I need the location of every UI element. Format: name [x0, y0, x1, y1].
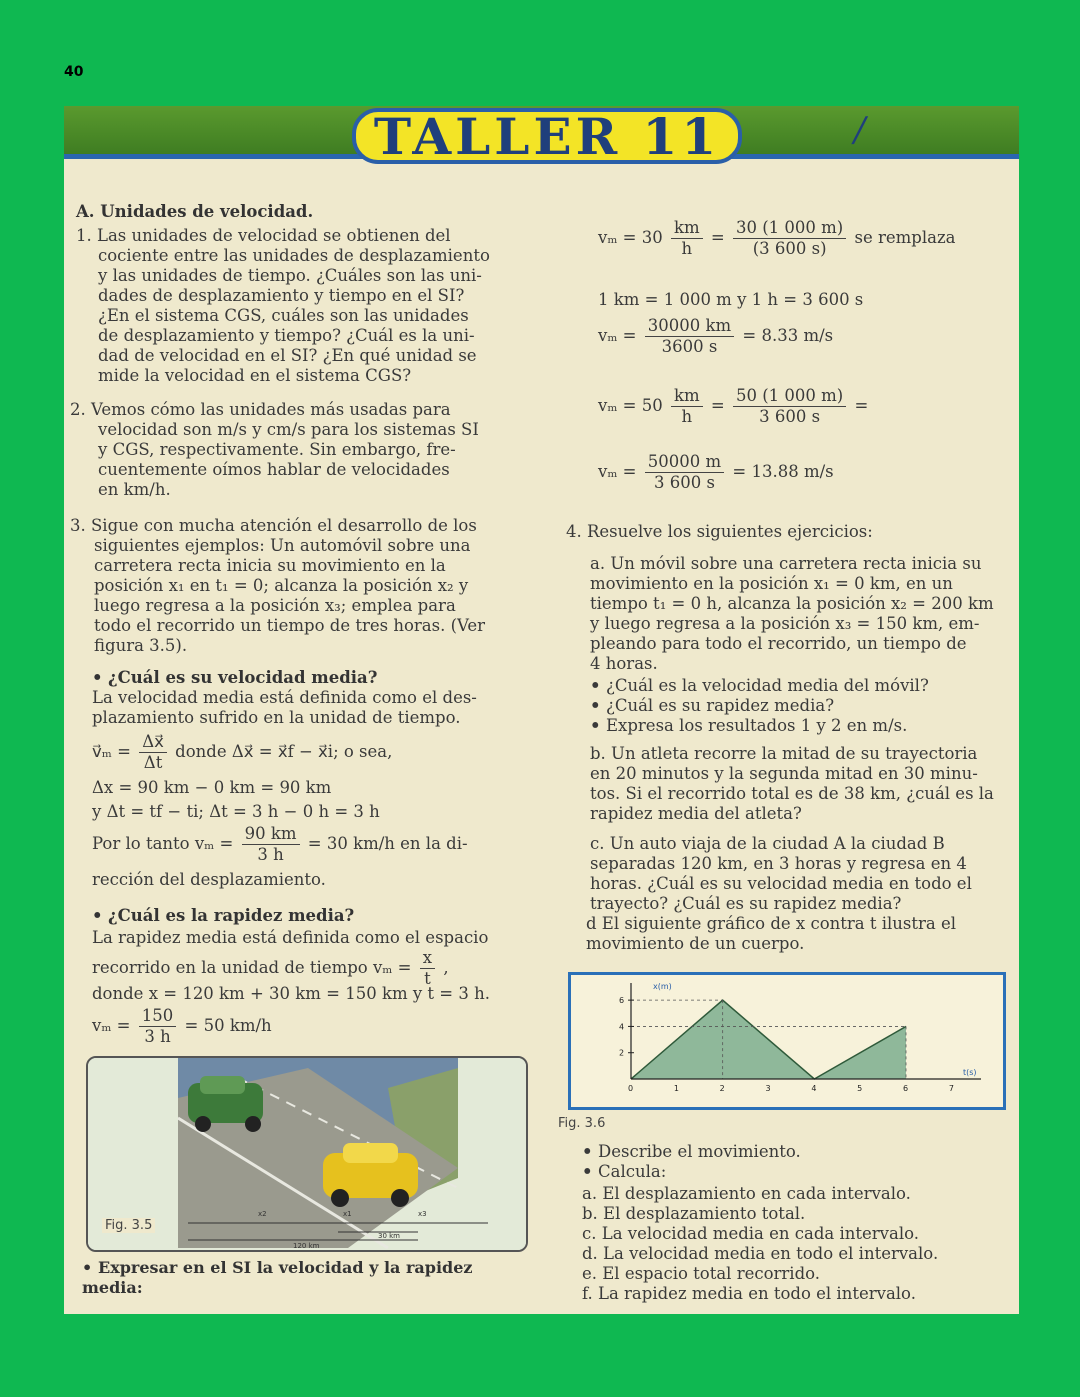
final-bullets: • Describe el movimiento. • Calcula: [582, 1142, 801, 1181]
line-por-lo-tanto: Por lo tanto vₘ = $\frac{90 km}{3 h}$ = 30 km/h en la di- [92, 824, 468, 864]
definition-velocidad: La velocidad media está definida como el des- plazamiento sufrido en la unidad de tiempo. [92, 688, 477, 727]
page-number: 40 [64, 64, 84, 80]
list-item: b. El desplazamiento total. [582, 1204, 806, 1223]
line-direccion: rección del desplazamiento. [92, 870, 326, 889]
figure-3-5 [86, 1056, 528, 1252]
final-list [582, 1184, 1002, 1304]
section-a-heading: A. Unidades de velocidad. [76, 202, 314, 221]
position-time-chart [571, 975, 1003, 1107]
line-recorrido: recorrido en la unidad de tiempo vₘ = $\frac{x}{t}$ , [92, 948, 449, 988]
fig36-caption: Fig. 3.6 [558, 1116, 606, 1131]
item-4-heading: 4. Resuelve los siguientes ejercicios: [566, 522, 873, 541]
figure-3-6 [568, 972, 1006, 1110]
expresar-si: • Expresar en el SI la velocidad y la rapidez media: [82, 1258, 473, 1297]
line-delta-t: y Δt = tf − ti; Δt = 3 h − 0 h = 3 h [92, 802, 380, 821]
list-item: d. La velocidad media en todo el intervalo. [582, 1244, 939, 1263]
item-4a-bullets: • ¿Cuál es la velocidad media del móvil? • ¿Cuál es su rapidez media? • Expresa los resultados 1 y 2 en m/s. [590, 676, 929, 735]
chart-ylabel: x(m) [653, 982, 672, 991]
formula-velocidad: v⃗ₘ = $\frac{\Delta x⃗}{\Delta t}$ donde Δx⃗ = x⃗f − x⃗i; o sea, [92, 732, 393, 772]
chart-x-tick: 2 [719, 1084, 725, 1093]
banner-title: TALLER 11 [352, 108, 742, 164]
line-delta-x: Δx = 90 km − 0 km = 90 km [92, 778, 332, 797]
list-item: a. El desplazamiento en cada intervalo. [582, 1184, 911, 1203]
chart-x-tick: 5 [857, 1084, 863, 1093]
chart-x-tick: 1 [673, 1084, 679, 1093]
item-4b: b. Un atleta recorre la mitad de su trayectoria en 20 minutos y la segunda mitad en 30 minu- tos. Si el recorrido total es de 38 km, ¿cuál es la rapidez media del atleta? [590, 744, 994, 823]
fig35-label-x3: x3 [418, 1210, 427, 1218]
chart-y-tick: 2 [619, 1048, 625, 1058]
pencil-mark-icon: ∕ [854, 110, 866, 150]
chart-x-tick: 3 [765, 1084, 771, 1093]
question-rapidez-media: • ¿Cuál es la rapidez media? [92, 906, 355, 925]
fig35-label-120km: 120 km [293, 1242, 320, 1250]
item-3: 3. Sigue con mucha atención el desarrollo de los siguientes ejemplos: Un automóvil sobre una carretera recta inicia su movimiento en la posición x₁ en t₁ = 0; alcanza la posición x₂ y luego regresa a la posición x₃; emplea para todo el recorrido un tiempo de tres horas. (Ver figura 3.5). [70, 516, 486, 655]
list-item: f. La rapidez media en todo el intervalo. [582, 1284, 916, 1303]
item-4d: d El siguiente gráfico de x contra t ilustra el movimiento de un cuerpo. [586, 914, 957, 953]
calc-50kmh: vₘ = 50 $\frac{km}{h}$ = $\frac{50 (1 000 m)}{3 600 s}$ = [598, 386, 869, 426]
item-2: 2. Vemos cómo las unidades más usadas para velocidad son m/s y cm/s para los sistemas SI y CGS, respectivamente. Sin embargo, fre- cuentemente oímos hablar de velocidades en km/h. [70, 400, 479, 499]
fig35-label-x2: x2 [258, 1210, 267, 1218]
worksheet-page [64, 106, 1019, 1314]
fig35-label-30km: 30 km [378, 1232, 401, 1240]
line-vm-rapidez: vₘ = $\frac{150}{3 h}$ = 50 km/h [92, 1006, 272, 1046]
item-4a: a. Un móvil sobre una carretera recta inicia su movimiento en la posición x₁ = 0 km, en un tiempo t₁ = 0 h, alcanza la posición x₂ = 200 km y luego regresa a la posición x₃ = 150 km, em- pleando para todo el recorrido, un tiempo de 4 horas. [590, 554, 994, 673]
fig35-caption: Fig. 3.5 [102, 1218, 155, 1233]
fig35-label-x1: x1 [343, 1210, 352, 1218]
calc-30kmh: vₘ = 30 $\frac{km}{h}$ = $\frac{30 (1 000 m)}{(3 600 s)}$ se remplaza [598, 218, 956, 258]
line-donde: donde x = 120 km + 30 km = 150 km y t = 3 h. [92, 984, 490, 1003]
item-4c: c. Un auto viaja de la ciudad A la ciudad B separadas 120 km, en 3 horas y regresa en 4 horas. ¿Cuál es su velocidad media en todo el trayecto? ¿Cuál es su rapidez media? [590, 834, 972, 913]
chart-y-tick: 6 [619, 996, 625, 1006]
chart-x-tick: 6 [903, 1084, 909, 1093]
item-1: 1. Las unidades de velocidad se obtienen del cociente entre las unidades de desplazamiento y las unidades de tiempo. ¿Cuáles son las uni- dades de desplazamiento y tiempo en el SI? ¿En el sistema CGS, cuáles son las unidades de desplazamiento y tiempo? ¿Cuál es la uni- dad de velocidad en el SI? ¿En qué unidad se mide la velocidad en el sistema CGS? [76, 226, 490, 385]
definition-rapidez: La rapidez media está definida como el espacio [92, 928, 489, 947]
chart-xlabel: t(s) [963, 1068, 977, 1077]
calc-13-88: vₘ = $\frac{50000 m}{3 600 s}$ = 13.88 m/s [598, 452, 834, 492]
chart-x-tick: 7 [948, 1084, 954, 1093]
chart-x-tick: 4 [811, 1084, 817, 1093]
chart-x-tick: 0 [628, 1084, 634, 1093]
list-item: c. La velocidad media en cada intervalo. [582, 1224, 919, 1243]
list-item: e. El espacio total recorrido. [582, 1264, 821, 1283]
chart-y-tick: 4 [619, 1022, 625, 1032]
calc-8-33: vₘ = $\frac{30000 km}{3600 s}$ = 8.33 m/s [598, 316, 834, 356]
question-velocidad-media: • ¿Cuál es su velocidad media? [92, 668, 378, 687]
conversion-line: 1 km = 1 000 m y 1 h = 3 600 s [598, 290, 864, 309]
